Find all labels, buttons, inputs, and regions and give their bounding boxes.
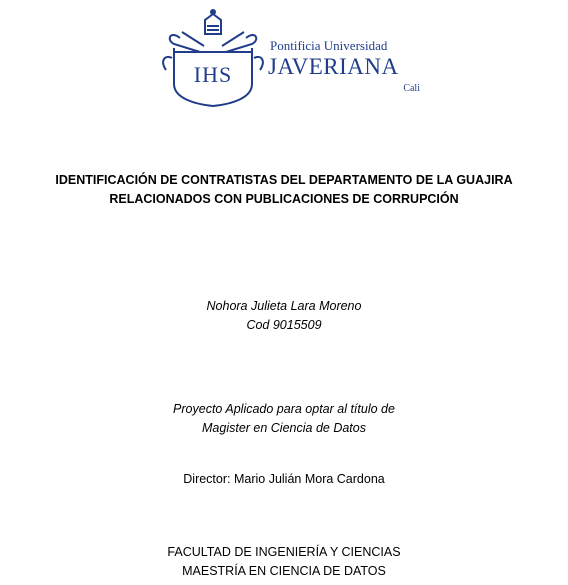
author-code: Cod 9015509 [246, 318, 322, 332]
faculty-line-2: MAESTRÍA EN CIENCIA DE DATOS [182, 564, 386, 578]
author-block [40, 297, 528, 335]
title-line-2: RELACIONADOS CON PUBLICACIONES DE CORRUPCIÓN [109, 192, 459, 206]
document-title [40, 171, 528, 209]
title-line-1: IDENTIFICACIÓN DE CONTRATISTAS DEL DEPARTAMENTO DE LA GUAJIRA [55, 173, 513, 187]
wordmark-javeriana: JAVERIANA [268, 54, 399, 79]
university-logo [160, 8, 420, 108]
wordmark-cali: Cali [403, 83, 420, 94]
faculty-line-1: FACULTAD DE INGENIERÍA Y CIENCIAS [167, 545, 401, 559]
wordmark-pontificia: Pontificia Universidad [270, 38, 388, 53]
author-name: Nohora Julieta Lara Moreno [206, 299, 362, 313]
seal-monogram: IHS [193, 62, 233, 87]
project-block [40, 400, 528, 438]
project-line-2: Magister en Ciencia de Datos [202, 421, 366, 435]
project-line-1: Proyecto Aplicado para optar al título de [173, 402, 395, 416]
faculty-block [40, 543, 528, 581]
university-seal-icon [160, 8, 266, 108]
director-line: Director: Mario Julián Mora Cardona [183, 472, 385, 486]
